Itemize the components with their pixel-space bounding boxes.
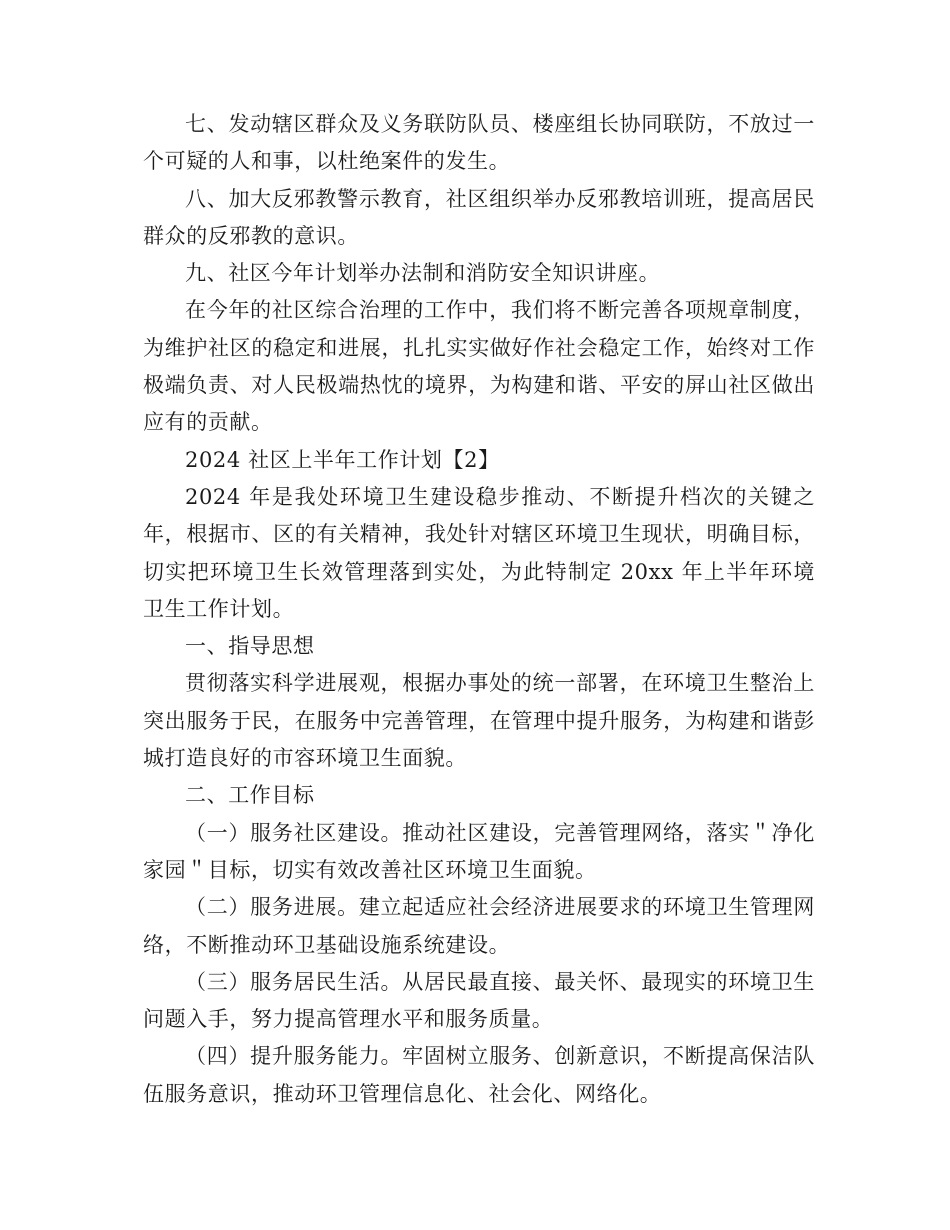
paragraph-guiding-ideology: 贯彻落实科学进展观，根据办事处的统一部署，在环境卫生整治上突出服务于民，在服务中完善管理，在管理中提升服务，为构建和谐彭城打造良好的市容环境卫生面貌。 (143, 671, 815, 771)
paragraph-item-9: 九、社区今年计划举办法制和消防安全知识讲座。 (185, 261, 661, 286)
goal-item-1: （一）服务社区建设。推动社区建设，完善管理网络，落实＂净化家园＂目标，切实有效改善社区环境卫生面貌。 (143, 820, 815, 882)
document-body (143, 106, 815, 1113)
paragraph-item-7: 七、发动辖区群众及义务联防队员、楼座组长协同联防，不放过一个可疑的人和事，以杜绝案件的发生。 (143, 112, 815, 174)
paragraph-summary: 在今年的社区综合治理的工作中，我们将不断完善各项规章制度，为维护社区的稳定和进展，扎扎实实做好作社会稳定工作，始终对工作极端负责、对人民极端热忱的境界，为构建和谐、平安的屏山社区做出应有的贡献。 (143, 298, 815, 435)
goal-item-4: （四）提升服务能力。牢固树立服务、创新意识，不断提高保洁队伍服务意识，推动环卫管理信息化、社会化、网络化。 (143, 1044, 815, 1106)
goal-item-2: （二）服务进展。建立起适应社会经济进展要求的环境卫生管理网络，不断推动环卫基础设施系统建设。 (143, 895, 815, 957)
paragraph-intro: 2024 年是我处环境卫生建设稳步推动、不断提升档次的关键之年，根据市、区的有关精神，我处针对辖区环境卫生现状，明确目标，切实把环境卫生长效管理落到实处，为此特制定 20xx 年上半年环境卫生工作计划。 (143, 484, 815, 621)
heading-work-goals: 二、工作目标 (185, 783, 315, 808)
section-title: 2024 社区上半年工作计划【2】 (185, 447, 500, 472)
goal-item-3: （三）服务居民生活。从居民最直接、最关怀、最现实的环境卫生问题入手，努力提高管理水平和服务质量。 (143, 969, 815, 1032)
heading-guiding-ideology: 一、指导思想 (185, 634, 315, 659)
paragraph-item-8: 八、加大反邪教警示教育，社区组织举办反邪教培训班，提高居民群众的反邪教的意识。 (143, 186, 815, 248)
